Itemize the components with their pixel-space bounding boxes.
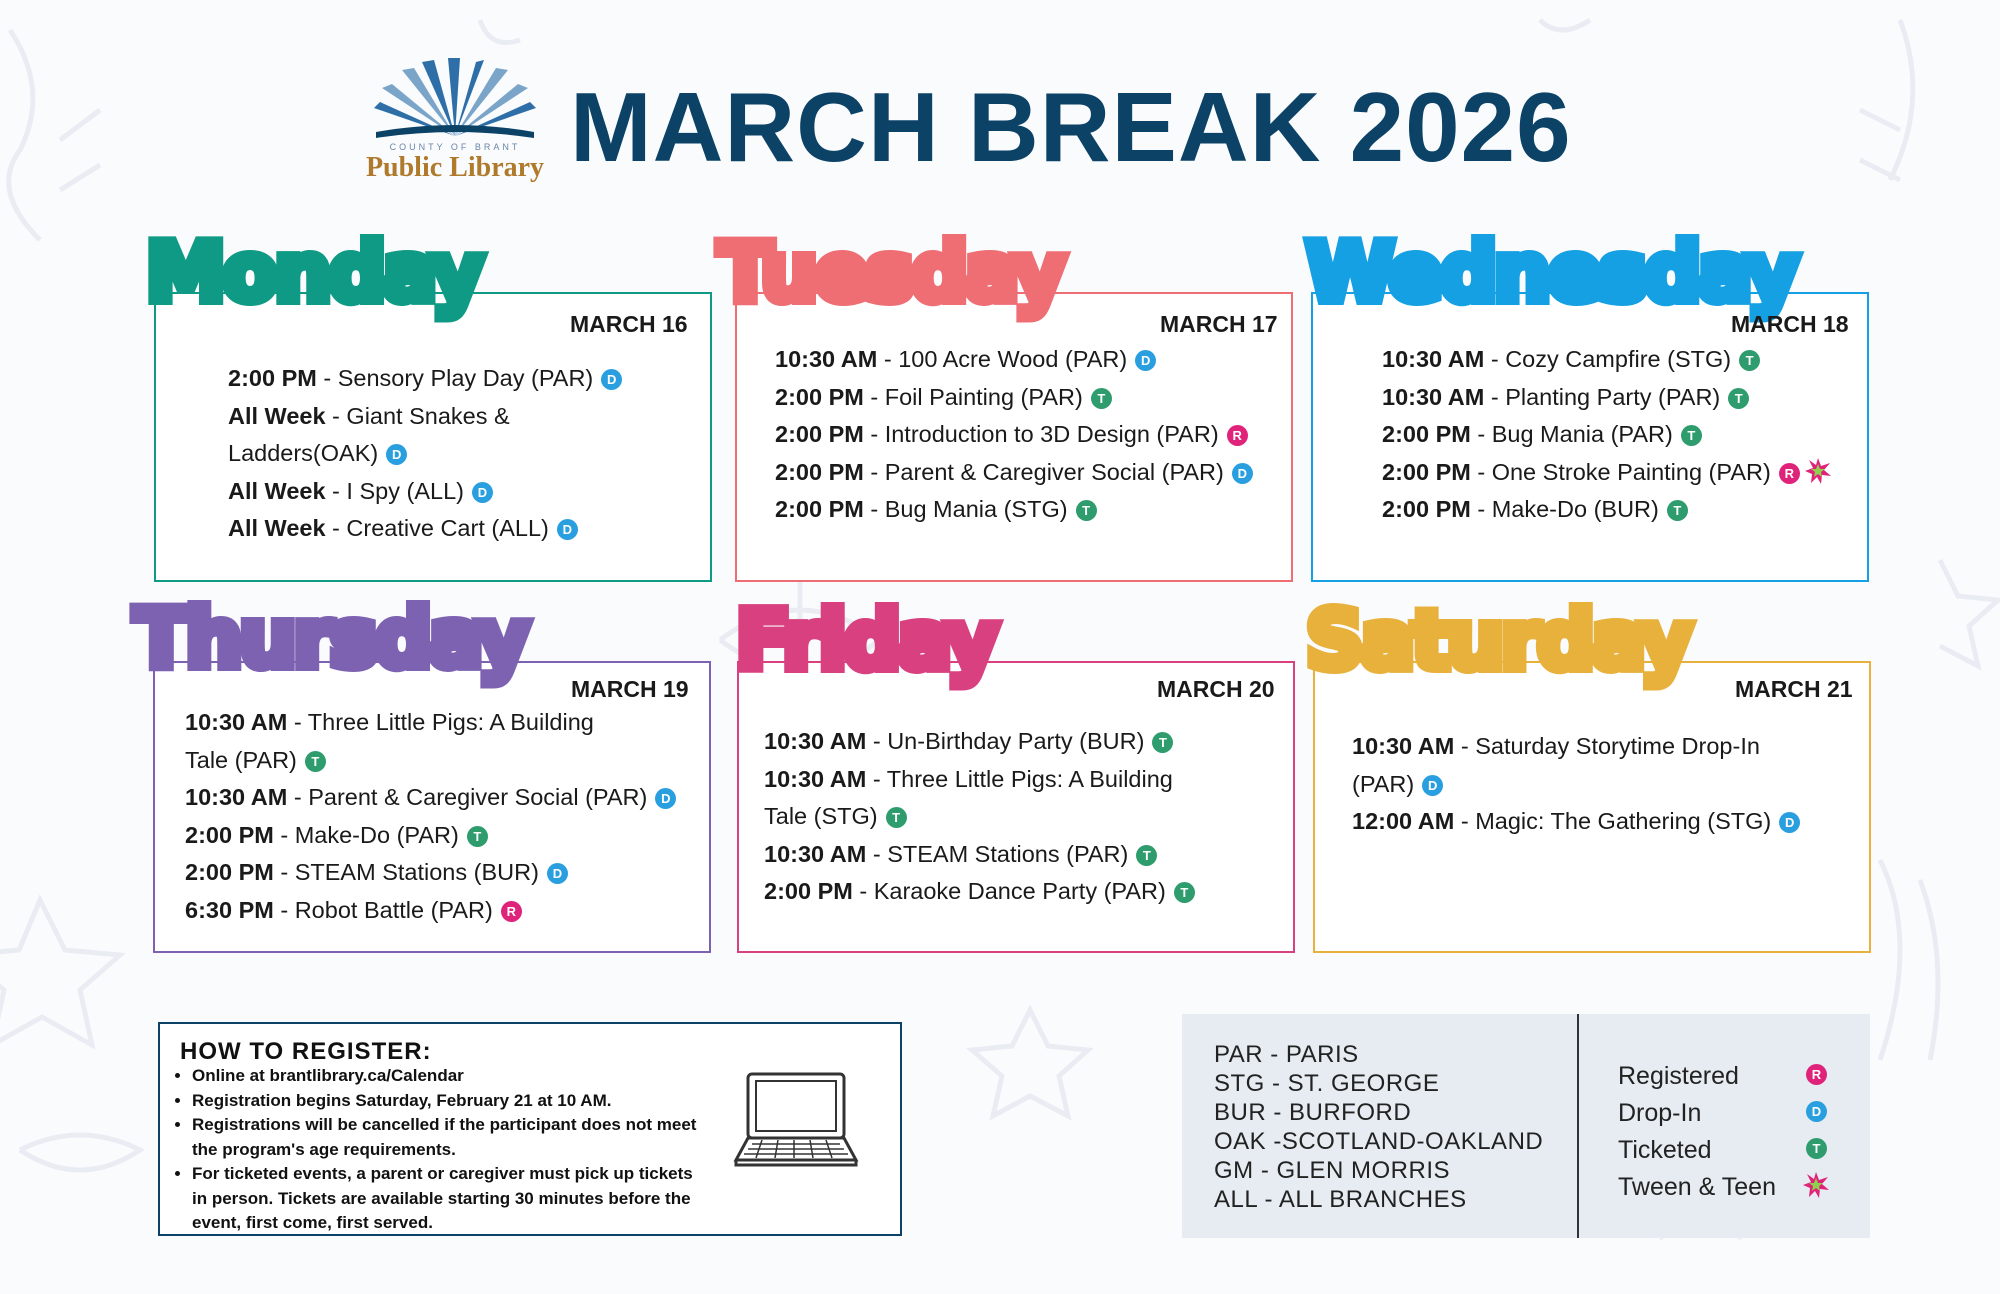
dropin-badge-icon: D — [1422, 775, 1443, 796]
event-title: - Creative Cart (ALL) — [325, 515, 549, 541]
date-saturday: MARCH 21 — [1735, 676, 1853, 702]
date-wednesday: MARCH 18 — [1731, 311, 1849, 337]
legend-divider — [1577, 1014, 1579, 1238]
day-label-monday: Monday — [146, 226, 481, 319]
day-label-thursday: Thursday — [134, 592, 527, 685]
dropin-badge-icon: D — [557, 519, 578, 540]
event-title: - Make-Do (BUR) — [1470, 496, 1659, 522]
day-label-saturday: Saturday — [1306, 594, 1690, 687]
event-row — [228, 435, 622, 473]
event-row — [185, 892, 676, 930]
event-time: 10:30 AM — [185, 709, 288, 735]
legend-type-label: Registered — [1618, 1062, 1739, 1090]
event-row — [185, 779, 676, 817]
dropin-badge-icon: D — [1232, 463, 1253, 484]
event-time: 2:00 PM — [775, 458, 864, 485]
event-row — [764, 798, 1195, 836]
day-label-friday: Friday — [736, 594, 996, 687]
event-title: - Cozy Campfire (STG) — [1484, 346, 1732, 372]
dropin-badge-icon: D — [1135, 350, 1156, 371]
logo-wordmark: Public Library — [365, 152, 545, 183]
branch-item: STG - ST. GEORGE — [1214, 1070, 1440, 1097]
event-time: 2:00 PM — [1382, 458, 1471, 485]
event-time: 10:30 AM — [775, 346, 878, 372]
event-title: - Three Little Pigs: A Building — [287, 709, 594, 735]
event-title: - Foil Painting (PAR) — [863, 383, 1083, 410]
legend-type-label: Drop-In — [1618, 1099, 1702, 1127]
event-title: - Introduction to 3D Design (PAR) — [863, 421, 1219, 447]
ticketed-badge-icon: T — [886, 807, 907, 828]
ticketed-badge-icon: T — [1681, 425, 1702, 446]
event-time: 10:30 AM — [764, 728, 867, 754]
dropin-badge-icon: D — [601, 369, 622, 390]
event-row — [1382, 491, 1832, 529]
event-row — [185, 854, 676, 892]
event-title: (PAR) — [1352, 770, 1415, 797]
ticketed-badge-icon: T — [1076, 500, 1097, 521]
event-time: 6:30 PM — [185, 896, 274, 923]
event-row — [764, 723, 1195, 761]
date-friday: MARCH 20 — [1157, 676, 1275, 702]
date-tuesday: MARCH 17 — [1160, 311, 1278, 337]
event-row — [1382, 379, 1832, 417]
page-title: MARCH BREAK 2026 — [570, 72, 1572, 182]
register-item: • Registrations will be cancelled if the participant does not meet the program's age requirements. — [192, 1113, 712, 1162]
register-item: • Online at brantlibrary.ca/Calendar — [192, 1064, 712, 1089]
book-fan-icon — [362, 58, 548, 144]
dropin-badge-icon: D — [386, 444, 407, 465]
event-time: 2:00 PM — [1382, 421, 1471, 447]
event-time: 2:00 PM — [185, 859, 274, 885]
event-time: All Week — [228, 515, 326, 541]
event-time: All Week — [228, 402, 326, 429]
ticketed-badge-icon: T — [1739, 350, 1760, 371]
event-time: 10:30 AM — [1382, 346, 1485, 372]
event-time: 10:30 AM — [764, 840, 867, 867]
event-title: - Giant Snakes & — [325, 402, 510, 429]
branch-item: GM - GLEN MORRIS — [1214, 1157, 1451, 1184]
ticketed-badge-icon: T — [1806, 1138, 1827, 1159]
event-title: - Bug Mania (STG) — [863, 496, 1068, 522]
ticketed-badge-icon: T — [1136, 845, 1157, 866]
dropin-badge-icon: D — [1806, 1101, 1827, 1122]
events-monday — [228, 360, 622, 548]
event-title: - STEAM Stations (PAR) — [866, 840, 1129, 867]
event-time: 2:00 PM — [764, 878, 853, 904]
event-title: - STEAM Stations (BUR) — [273, 859, 539, 885]
dropin-badge-icon: D — [655, 788, 676, 809]
event-time: 10:30 AM — [1382, 383, 1485, 410]
event-title: Tale (STG) — [764, 803, 878, 829]
event-time: 2:00 PM — [228, 365, 317, 391]
day-label-tuesday: Tuesday — [718, 226, 1063, 319]
events-friday — [764, 723, 1195, 911]
legend-tween-teen — [1618, 1169, 1828, 1206]
event-row — [228, 510, 622, 548]
branch-legend — [1214, 1040, 1543, 1214]
event-row — [185, 704, 676, 742]
event-row — [1352, 803, 1800, 841]
event-title: - One Stroke Painting (PAR) — [1470, 458, 1771, 485]
events-saturday — [1352, 728, 1800, 841]
event-title: - Saturday Storytime Drop-In — [1454, 733, 1760, 759]
event-row — [228, 360, 622, 398]
event-time: 10:30 AM — [185, 784, 288, 810]
event-row — [1352, 766, 1800, 804]
event-title: - Robot Battle (PAR) — [273, 896, 493, 923]
event-title: - Karaoke Dance Party (PAR) — [852, 878, 1166, 904]
event-title: - Sensory Play Day (PAR) — [316, 365, 594, 391]
event-row — [775, 491, 1253, 529]
event-title: - 100 Acre Wood (PAR) — [877, 346, 1128, 372]
library-logo — [362, 58, 548, 188]
event-time: 2:00 PM — [775, 421, 864, 447]
event-time: 2:00 PM — [1382, 496, 1471, 522]
dropin-badge-icon: D — [547, 863, 568, 884]
ticketed-badge-icon: T — [1667, 500, 1688, 521]
starburst-icon — [1804, 457, 1832, 485]
event-time: 2:00 PM — [185, 821, 274, 848]
event-row — [185, 742, 676, 780]
event-title: - Planting Party (PAR) — [1484, 383, 1721, 410]
event-time: 10:30 AM — [1352, 733, 1455, 759]
event-title: Tale (PAR) — [185, 746, 297, 773]
legend-type-label: Tween & Teen — [1618, 1173, 1776, 1201]
event-row — [775, 416, 1253, 454]
registered-badge-icon: R — [1779, 463, 1800, 484]
ticketed-badge-icon: T — [467, 826, 488, 847]
date-thursday: MARCH 19 — [571, 676, 689, 702]
event-row — [1382, 341, 1832, 379]
branch-item: PAR - PARIS — [1214, 1041, 1359, 1068]
events-thursday — [185, 704, 676, 929]
event-row — [775, 341, 1253, 379]
event-title: - Three Little Pigs: A Building — [866, 765, 1173, 792]
event-title: - Parent & Caregiver Social (PAR) — [287, 784, 648, 810]
registered-badge-icon: R — [501, 901, 522, 922]
event-row — [764, 761, 1195, 799]
event-time: All Week — [228, 477, 326, 504]
legend-type-label: Ticketed — [1618, 1136, 1712, 1164]
event-row — [1382, 454, 1832, 492]
event-row — [185, 817, 676, 855]
event-title: - Bug Mania (PAR) — [1470, 421, 1673, 447]
register-title: HOW TO REGISTER: — [180, 1038, 432, 1065]
register-item: • For ticketed events, a parent or caregiver must pick up tickets in person. Tickets are available starting 30 minutes before the event, first come, first served. — [192, 1162, 712, 1236]
event-row — [764, 873, 1195, 911]
legend-registered — [1618, 1058, 1828, 1095]
registered-badge-icon: R — [1227, 425, 1248, 446]
branch-item: BUR - BURFORD — [1214, 1099, 1412, 1126]
legend-dropin — [1618, 1095, 1828, 1132]
ticketed-badge-icon: T — [305, 751, 326, 772]
date-monday: MARCH 16 — [570, 311, 688, 337]
ticketed-badge-icon: T — [1174, 882, 1195, 903]
ticketed-badge-icon: T — [1728, 388, 1749, 409]
event-row — [775, 454, 1253, 492]
how-to-register-panel — [158, 1022, 902, 1236]
laptop-icon — [732, 1070, 860, 1170]
event-row — [228, 398, 622, 436]
registered-badge-icon: R — [1806, 1064, 1827, 1085]
dropin-badge-icon: D — [1779, 812, 1800, 833]
event-time: 10:30 AM — [764, 765, 867, 792]
event-title: - Make-Do (PAR) — [273, 821, 459, 848]
day-label-wednesday: Wednesday — [1306, 226, 1796, 319]
event-row — [1382, 416, 1832, 454]
events-wednesday — [1382, 341, 1832, 529]
event-row — [1352, 728, 1800, 766]
event-title: - I Spy (ALL) — [325, 477, 464, 504]
dropin-badge-icon: D — [472, 482, 493, 503]
events-tuesday — [775, 341, 1253, 529]
branch-item: OAK -SCOTLAND-OAKLAND — [1214, 1128, 1544, 1155]
event-time: 12:00 AM — [1352, 808, 1455, 834]
event-row — [764, 836, 1195, 874]
branch-item: ALL - ALL BRANCHES — [1214, 1186, 1467, 1213]
logo-subtitle: COUNTY OF BRANT — [389, 142, 521, 152]
event-title: - Magic: The Gathering (STG) — [1454, 808, 1772, 834]
legend-panel — [1182, 1014, 1870, 1238]
event-title: Ladders(OAK) — [228, 440, 379, 466]
event-time: 2:00 PM — [775, 383, 864, 410]
event-title: - Parent & Caregiver Social (PAR) — [863, 458, 1224, 485]
event-row — [775, 379, 1253, 417]
ticketed-badge-icon: T — [1152, 732, 1173, 753]
register-list — [174, 1064, 712, 1236]
starburst-icon — [1802, 1171, 1830, 1199]
event-row — [228, 473, 622, 511]
event-time: 2:00 PM — [775, 496, 864, 522]
legend-ticketed — [1618, 1132, 1828, 1169]
register-item: • Registration begins Saturday, February 21 at 10 AM. — [192, 1089, 712, 1114]
ticketed-badge-icon: T — [1091, 388, 1112, 409]
event-title: - Un-Birthday Party (BUR) — [866, 728, 1145, 754]
type-legend — [1618, 1058, 1828, 1206]
